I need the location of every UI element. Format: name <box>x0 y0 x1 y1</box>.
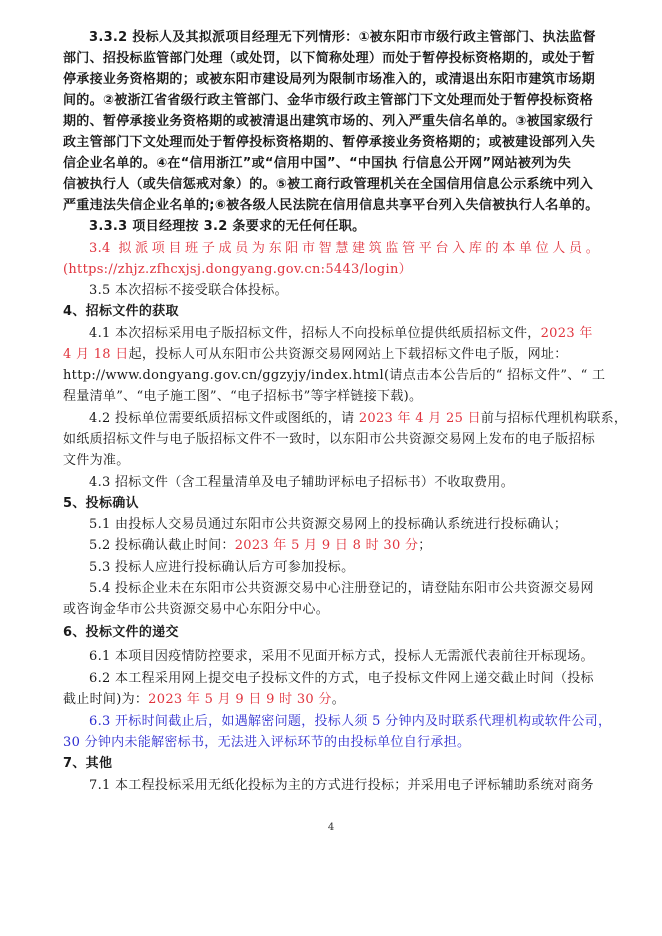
text-line: http://www.dongyang.gov.cn/ggzyjy/index.html(请点击本公告后的“ 招标文件”、“ 工 <box>63 368 606 383</box>
text-line: 3.5 本次招标不接受联合体投标。 <box>89 283 288 298</box>
highlighted-text: 2023 年 <box>540 326 593 341</box>
text-line: 30 分钟内未能解密标书，无法进入评标环节的由投标单位自行承担。 <box>63 735 471 750</box>
text-line: 6.3 开标时间截止后，如遇解密问题，投标人须 5 分钟内及时联系代理机构或软件公司， <box>89 714 612 729</box>
text-line: 停承接业务资格期的；或被东阳市建设局列为限制市场准入的，或清退出东阳市建筑市场期 <box>63 72 596 87</box>
text-segment: 4.2 投标单位需要纸质招标文件或图纸的，请 <box>89 411 359 426</box>
text-line: 信企业名单的。④在“信用浙江”或“信用中国”、“中国执 行信息公开网”网站被列为失 <box>63 156 572 171</box>
text-line: 4.3 招标文件（含工程量清单及电子辅助评标电子招标书）不收取费用。 <box>89 475 515 490</box>
text-line: 4、招标文件的获取 <box>63 304 179 319</box>
text-line: 6.2 本工程采用网上提交电子投标文件的方式，电子投标文件网上递交截止时间（投标 <box>89 671 594 686</box>
text-line: 部门、招投标监管部门处理（或处罚，以下简称处理）而处于暂停投标资格期的，或处于暂 <box>63 51 596 66</box>
highlighted-text: 4 月 18 日 <box>63 347 129 362</box>
text-line: 6.1 本项目因疫情防控要求，采用不见面开标方式，投标人无需派代表前往开标现场。 <box>89 649 594 664</box>
text-segment: 4.1 本次招标采用电子版招标文件，招标人不向投标单位提供纸质招标文件， <box>89 326 541 341</box>
text-line: (https://zhjz.zfhcxjsj.dongyang.gov.cn:5443/login） <box>63 262 412 277</box>
text-line: 3.3.3 项目经理按 3.2 条要求的无任何任职。 <box>89 219 366 234</box>
text-line: 信被执行人（或失信惩戒对象）的。⑤被工商行政管理机关在全国信用信息公示系统中列入 <box>63 177 594 192</box>
text-line: 期的、暂停承接业务资格期的或被清退出建筑市场的、列入严重失信名单的。③被国家级行 <box>63 114 594 129</box>
text-line: 如纸质招标文件与电子版招标文件不一致时，以东阳市公共资源交易网上发布的电子版招标 <box>63 432 596 447</box>
text-line: 3.3.2 投标人及其拟派项目经理无下列情形：①被东阳市市级行政主管部门、执法监督 <box>89 30 596 45</box>
highlighted-text: 2023 年 4 月 25 日 <box>358 411 481 426</box>
text-line: 文件为准。 <box>63 453 130 468</box>
text-segment: ； <box>418 538 432 553</box>
text-line: 间的。②被浙江省省级行政主管部门、金华市级行政主管部门下文处理而处于暂停投标资格 <box>63 93 594 108</box>
text-line <box>63 411 628 427</box>
text-line: 严重违法失信企业名单的;⑥被各级人民法院在信用信息共享平台列入失信被执行人名单的。 <box>63 198 599 213</box>
text-line: 7.1 本工程投标采用无纸化投标为主的方式进行投标；并采用电子评标辅助系统对商务 <box>89 778 594 793</box>
text-line: 程量清单”、“电子施工图”、“电子招标书”等字样链接下载)。 <box>63 389 423 404</box>
text-line: 5.3 投标人应进行投标确认后方可参加投标。 <box>89 560 355 575</box>
highlighted-text: 2023 年 5 月 9 日 8 时 30 分 <box>234 538 419 553</box>
text-line: 5.1 由投标人交易员通过东阳市公共资源交易网上的投标确认系统进行投标确认； <box>89 517 568 532</box>
text-segment: 起，投标人可从东阳市公共资源交易网网站上下载招标文件电子版，网址： <box>128 347 568 362</box>
text-line: 6、投标文件的递交 <box>63 625 179 640</box>
text-line <box>63 347 599 363</box>
text-line: 5、投标确认 <box>63 496 139 511</box>
text-line: 政主管部门下文处理而处于暂停投标资格期的、暂停承接业务资格期的；或被建设部列入失 <box>63 135 596 150</box>
text-line: 7、其他 <box>63 756 113 771</box>
text-line <box>63 692 599 708</box>
text-segment: 截止时间)为： <box>63 692 149 707</box>
text-line: 或咨询金华市公共资源交易中心东阳分中心。 <box>63 602 330 617</box>
text-line: 3.4 拟派项目班子成员为东阳市智慧建筑监管平台入库的本单位人员。 <box>89 241 599 256</box>
text-segment: 前与招标代理机构联系， <box>480 411 628 426</box>
text-segment: 。 <box>331 692 346 707</box>
highlighted-text: 2023 年 5 月 9 日 9 时 30 分 <box>148 692 332 707</box>
text-line <box>63 326 599 342</box>
page-number: 4 <box>327 822 335 833</box>
text-line: 5.4 投标企业未在东阳市公共资源交易中心注册登记的，请登陆东阳市公共资源交易网 <box>89 581 594 596</box>
text-line <box>63 538 599 554</box>
text-segment: 5.2 投标确认截止时间： <box>89 538 235 553</box>
